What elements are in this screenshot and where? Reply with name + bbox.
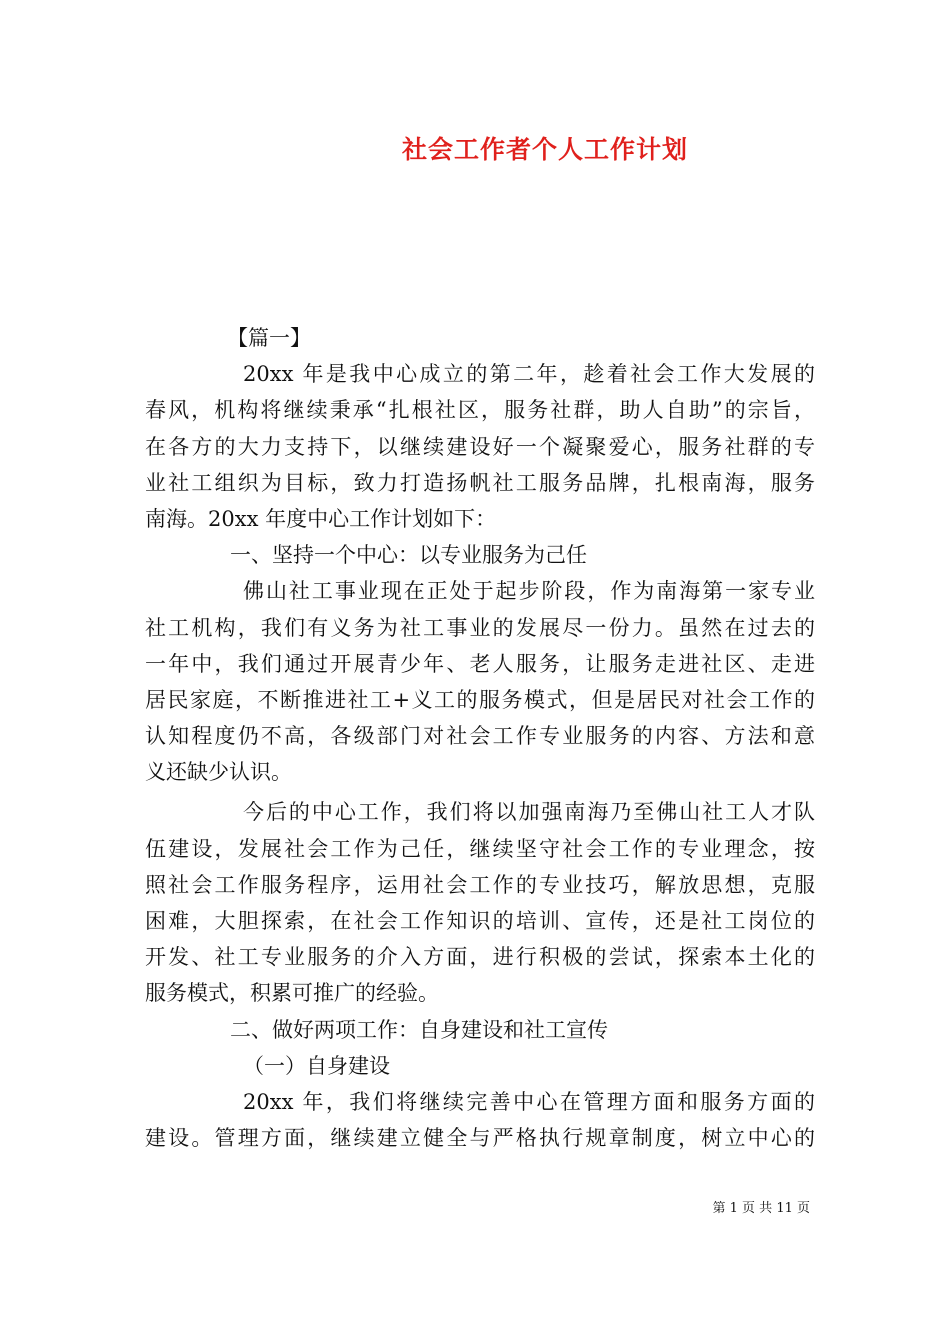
paragraph-line: 伍建设，发展社会工作为己任，继续坚守社会工作的专业理念，按: [145, 836, 815, 861]
paragraph-line: 春风，机构将继续秉承“扎根社区，服务社群，助人自助”的宗旨，: [145, 398, 815, 423]
paragraph-line: 佛山社工事业现在正处于起步阶段，作为南海第一家专业: [243, 579, 815, 604]
section-heading-2: 二、做好两项工作：自身建设和社工宣传: [230, 1017, 608, 1042]
paragraph-line: 20xx 年，我们将继续完善中心在管理方面和服务方面的: [243, 1089, 815, 1114]
page-footer: 第 1 页 共 11 页: [712, 1201, 810, 1216]
paragraph-line: 居民家庭，不断推进社工+义工的服务模式，但是居民对社会工作的: [145, 687, 815, 712]
paragraph-line: 义还缺少认识。: [145, 760, 292, 785]
paragraph-4: [145, 1084, 815, 1156]
paragraph-line: 困难，大胆探索，在社会工作知识的培训、宣传，还是社工岗位的: [145, 909, 815, 933]
paragraph-line: 照社会工作服务程序，运用社会工作的专业技巧，解放思想，克服: [145, 872, 815, 897]
paragraph-line: 服务模式，积累可推广的经验。: [145, 981, 439, 1006]
paragraph-line: 在各方的大力支持下，以继续建设好一个凝聚爱心，服务社群的专: [145, 434, 815, 459]
paragraph-1: [145, 356, 815, 537]
paragraph-line: 业社工组织为目标，致力打造扬帆社工服务品牌，扎根南海，服务: [145, 470, 815, 495]
section-marker: 【篇一】: [227, 326, 311, 350]
paragraph-line: 开发、社工专业服务的介入方面，进行积极的尝试，探索本土化的: [145, 945, 815, 970]
document-title: 社会工作者个人工作计划: [401, 135, 688, 164]
paragraph-line: 南海。20xx 年度中心工作计划如下：: [145, 506, 497, 531]
paragraph-line: 20xx 年是我中心成立的第二年，趁着社会工作大发展的: [243, 362, 815, 387]
document-body: [145, 320, 815, 1156]
paragraph-line: 今后的中心工作，我们将以加强南海乃至佛山社工人才队: [243, 800, 815, 825]
paragraph-line: 认知程度仍不高，各级部门对社会工作专业服务的内容、方法和意: [145, 724, 815, 749]
paragraph-line: 社工机构，我们有义务为社工事业的发展尽一份力。虽然在过去的: [145, 615, 815, 640]
paragraph-line: 一年中，我们通过开展青少年、老人服务，让服务走进社区、走进: [145, 651, 815, 676]
subsection-heading-1: （一）自身建设: [243, 1053, 390, 1078]
paragraph-3: [145, 794, 815, 1011]
paragraph-2: [145, 573, 815, 790]
paragraph-line: 建设。管理方面，继续建立健全与严格执行规章制度，树立中心的: [145, 1126, 815, 1151]
section-heading-1: 一、坚持一个中心：以专业服务为己任: [230, 543, 587, 568]
